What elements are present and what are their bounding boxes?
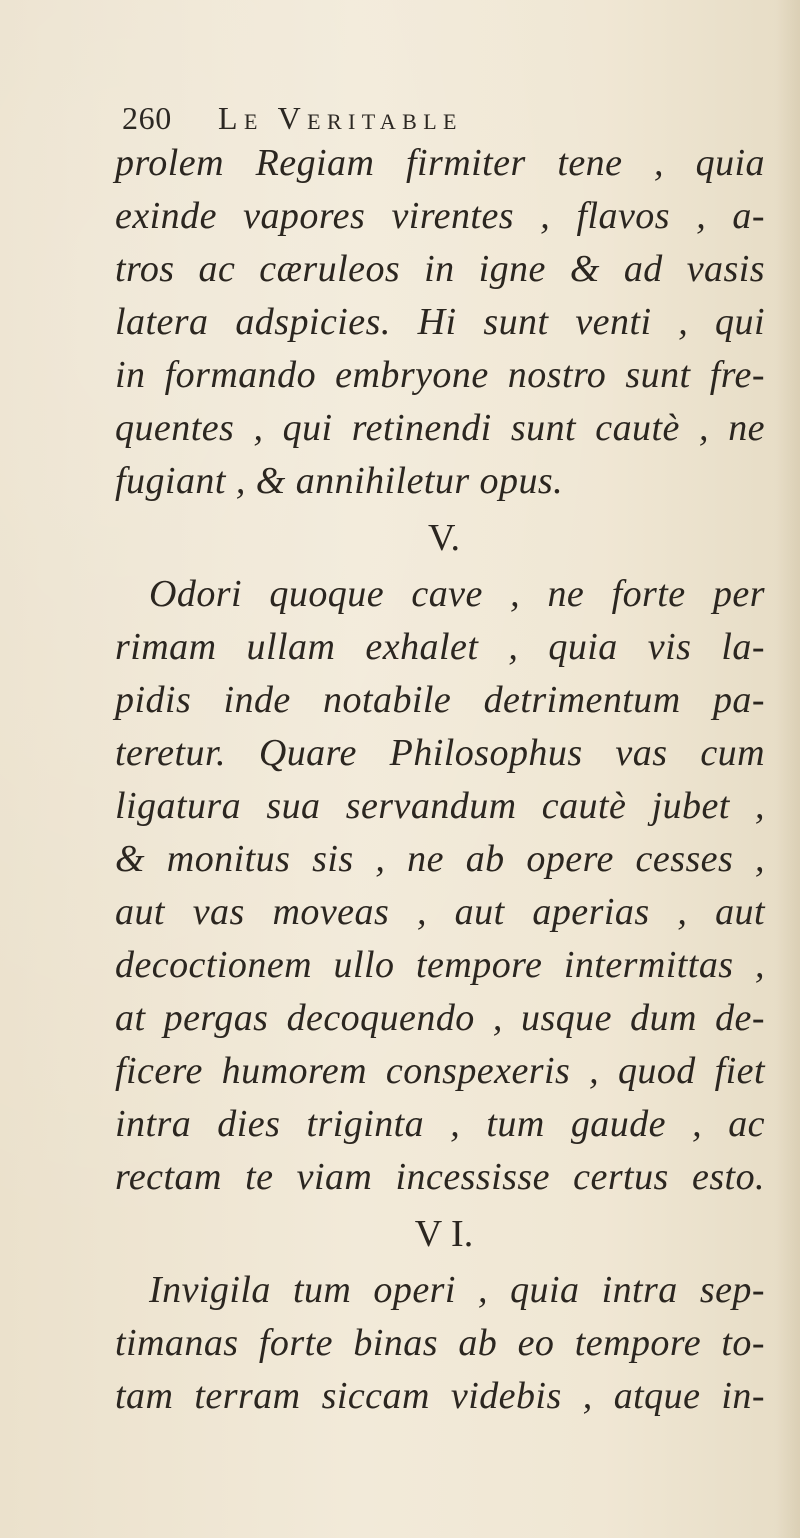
paragraph-section-5 [115,568,765,1204]
running-title: Le Veritable [218,100,463,136]
page-number: 260 [122,100,172,136]
text-line: aut vas moveas , aut aperias , aut [115,891,765,933]
text-line: latera adspicies. Hi sunt venti , qui [115,301,765,343]
text-line: quentes , qui retinendi sunt cautè , ne [115,407,765,449]
text-line: in formando embryone nostro sunt fre- [115,354,765,396]
text-line: rimam ullam exhalet , quia vis la- [115,626,765,668]
text-line: fugiant , & annihiletur opus. [115,460,564,502]
paragraph-section-6 [115,1264,765,1423]
running-head [122,100,762,140]
text-line: teretur. Quare Philosophus vas cum [115,732,765,774]
text-line: at pergas decoquendo , usque dum de- [115,997,765,1039]
text-line: tam terram siccam videbis , atque in- [115,1375,765,1417]
text-line: pidis inde notabile detrimentum pa- [115,679,765,721]
text-line: Odori quoque cave , ne forte per [149,573,765,615]
text-line: ligatura sua servandum cautè jubet , [115,785,765,827]
text-line: rectam te viam incessisse certus esto. [115,1156,765,1198]
text-line: prolem Regiam firmiter tene , quia [115,142,765,184]
section-number: V. [427,517,461,559]
text-line: Invigila tum operi , quia intra sep- [149,1269,765,1311]
text-line: tros ac cæruleos in igne & ad vasis [115,248,765,290]
text-block [115,137,765,1423]
section-number: V I. [414,1213,474,1255]
text-line: ficere humorem conspexeris , quod fiet [115,1050,765,1092]
text-line: exinde vapores virentes , flavos , a- [115,195,765,237]
paragraph-continuation [115,137,765,508]
text-line: & monitus sis , ne ab opere cesses , [115,838,765,880]
text-line: intra dies triginta , tum gaude , ac [115,1103,765,1145]
text-line: decoctionem ullo tempore intermittas , [115,944,765,986]
text-line: timanas forte binas ab eo tempore to- [115,1322,765,1364]
